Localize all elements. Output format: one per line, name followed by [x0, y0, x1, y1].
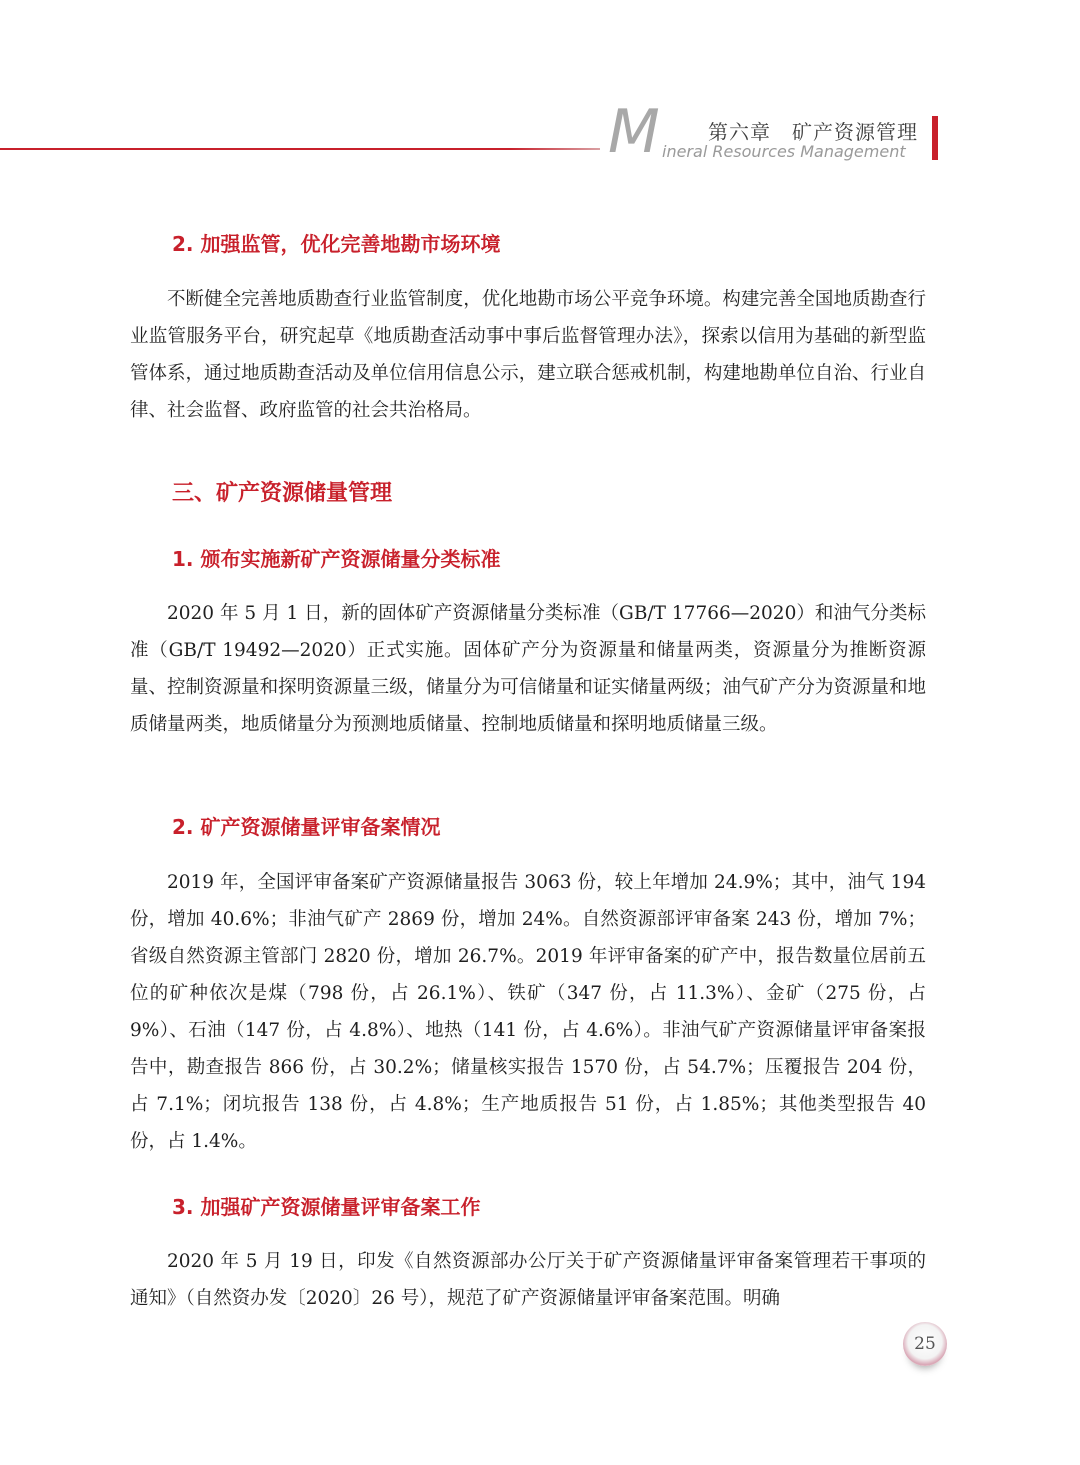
- paragraph-classification-standard: 2020 年 5 月 1 日，新的固体矿产资源储量分类标准（GB/T 17766—2020）和油气分类标准（GB/T 19492—2020）正式实施。固体矿产分为资源量和储量两类，资源量分为推断资源量、控制资源量和探明资源量三级，储量分为可信储量和证实储量两级；油气矿产分为资源量和地质储量两类，地质储量分为预测地质储量、控制地质储量和探明地质储量三级。: [130, 603, 926, 735]
- chapter-title: 第六章 矿产资源管理: [708, 120, 918, 144]
- paragraph-strengthen-review-filing: 2020 年 5 月 19 日，印发《自然资源部办公厅关于矿产资源储量评审备案管理若干事项的通知》（自然资办发〔2020〕26 号），规范了矿产资源储量评审备案范围。明确: [130, 1251, 926, 1309]
- section-heading-classification-standard: 1. 颁布实施新矿产资源储量分类标准: [172, 547, 501, 571]
- header-rule: [0, 148, 600, 150]
- section-heading-reserves-management: 三、矿产资源储量管理: [172, 481, 393, 506]
- paragraph-review-filing-status: 2019 年，全国评审备案矿产资源储量报告 3063 份，较上年增加 24.9%；其中，油气 194 份，增加 40.6%；非油气矿产 2869 份，增加 24%。自然资源部评审备案 243 份，增加 7%；省级自然资源主管部门 2820 份，增加 26.7%。2019 年评审备案的矿产中，报告数量位居前五位的矿种依次是煤（798 份，占 26.1%）、铁矿（347 份，占 11.3%）、金矿（275 份，占 9%）、石油（147 份，占 4.8%）、地热（141 份，占 4.6%）。非油气矿产资源储量评审备案报告中，勘查报告 866 份，占 30.2%；储量核实报告 1570 份，占 54.7%；压覆报告 204 份，占 7.1%；闭坑报告 138 份，占 4.8%；生产地质报告 51 份，占 1.85%；其他类型报告 40 份，占 1.4%。: [130, 872, 926, 1152]
- chapter-subtitle: ineral Resources Management: [662, 142, 906, 161]
- section-heading-strengthen-supervision: 2. 加强监管，优化完善地勘市场环境: [172, 232, 501, 256]
- section-heading-review-filing-status: 2. 矿产资源储量评审备案情况: [172, 815, 441, 839]
- running-header: [0, 97, 1080, 170]
- header-initial-letter: M: [608, 97, 660, 167]
- section-heading-strengthen-review-filing: 3. 加强矿产资源储量评审备案工作: [172, 1195, 481, 1219]
- header-accent-bar: [932, 116, 938, 160]
- page-number-badge: 25: [903, 1322, 947, 1366]
- paragraph-supervision: 不断健全完善地质勘查行业监管制度，优化地勘市场公平竞争环境。构建完善全国地质勘查行业监管服务平台，研究起草《地质勘查活动事中事后监督管理办法》，探索以信用为基础的新型监管体系，通过地质勘查活动及单位信用信息公示，建立联合惩戒机制，构建地勘单位自治、行业自律、社会监督、政府监管的社会共治格局。: [130, 289, 926, 421]
